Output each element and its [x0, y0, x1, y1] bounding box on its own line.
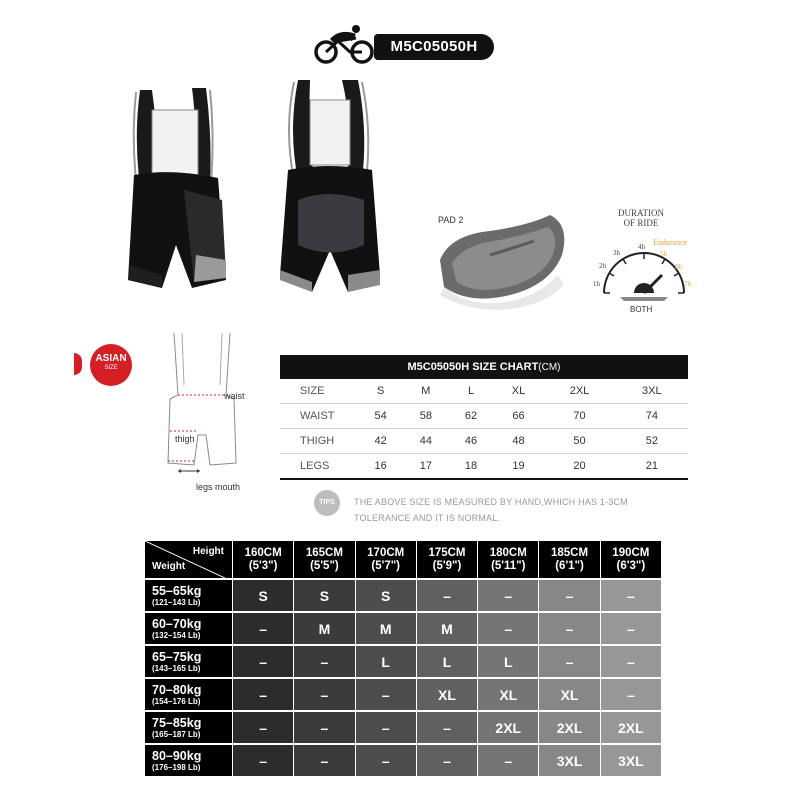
weight-lb: (165–187 Lb) — [152, 729, 201, 739]
size-cell: – — [600, 611, 661, 644]
weight-kg: 60–70kg — [152, 616, 202, 631]
height-column-header — [600, 541, 661, 578]
weight-row-header — [145, 578, 232, 611]
grid-header-row — [145, 541, 661, 578]
weight-row-header — [145, 611, 232, 644]
gauge-mark-4h: 4h — [638, 243, 645, 251]
weight-lb: (121–143 Lb) — [152, 597, 201, 607]
size-cell: – — [416, 710, 477, 743]
table-cell: 62 — [448, 404, 493, 429]
height-column-header — [416, 541, 477, 578]
gauge-both-label: BOTH — [630, 305, 653, 314]
height-cm: 185CM — [551, 546, 589, 559]
height-ft: (5'3") — [248, 559, 278, 572]
table-cell: 52 — [616, 429, 688, 454]
size-cell: M — [355, 611, 416, 644]
size-cell: – — [600, 578, 661, 611]
height-cm: 190CM — [612, 546, 650, 559]
size-cell: XL — [538, 677, 599, 710]
height-ft: (6'3") — [616, 559, 646, 572]
table-cell: 16 — [358, 454, 403, 480]
size-cell: – — [293, 644, 354, 677]
bib-shorts-front-image — [122, 70, 242, 300]
model-badge — [312, 24, 496, 66]
size-cell: 2XL — [538, 710, 599, 743]
gauge-endurance-label: Endurance — [653, 238, 688, 247]
size-cell: M — [416, 611, 477, 644]
table-cell: SIZE — [280, 379, 358, 404]
table-row — [145, 611, 661, 644]
size-cell: – — [232, 743, 293, 776]
weight-lb: (143–165 Lb) — [152, 663, 201, 673]
size-cell: – — [477, 743, 538, 776]
height-column-header — [232, 541, 293, 578]
size-cell: M — [293, 611, 354, 644]
size-cell: XL — [416, 677, 477, 710]
height-cm: 175CM — [428, 546, 466, 559]
table-cell: 3XL — [616, 379, 688, 404]
asian-badge-line1: ASIAN — [95, 353, 127, 364]
table-cell: 17 — [403, 454, 448, 480]
size-cell: – — [355, 710, 416, 743]
height-ft: (5'9") — [432, 559, 462, 572]
size-cell: – — [293, 710, 354, 743]
gauge-mark-6h: 6h — [675, 263, 682, 271]
height-cm: 160CM — [244, 546, 282, 559]
weight-row-header — [145, 644, 232, 677]
table-cell: 21 — [616, 454, 688, 480]
size-cell: XL — [477, 677, 538, 710]
table-row — [145, 677, 661, 710]
table-cell: 74 — [616, 404, 688, 429]
size-cell: L — [416, 644, 477, 677]
tips-line2: TOLERANCE AND IT IS NORMAL. — [354, 513, 501, 523]
table-row — [145, 578, 661, 611]
size-cell: – — [477, 578, 538, 611]
gauge-mark-3h: 3h — [613, 249, 620, 257]
ride-duration-gauge — [580, 205, 710, 320]
height-ft: (5'5") — [310, 559, 339, 572]
table-row — [145, 710, 661, 743]
size-cell: – — [477, 611, 538, 644]
size-cell: – — [232, 677, 293, 710]
size-chart-unit: (CM) — [538, 362, 561, 373]
height-axis-label: Height — [192, 546, 224, 557]
tips-line1: THE ABOVE SIZE IS MEASURED BY HAND,WHICH HAS 1-3CM — [354, 497, 628, 507]
chamois-pad-image — [430, 205, 580, 310]
gauge-mark-5h: 5h — [660, 250, 667, 258]
size-chart-title — [280, 355, 688, 379]
table-cell: 42 — [358, 429, 403, 454]
table-cell: THIGH — [280, 429, 358, 454]
height-column-header — [355, 541, 416, 578]
weight-kg: 55–65kg — [152, 583, 202, 598]
table-row — [145, 743, 661, 776]
weight-axis-label: Weight — [152, 561, 186, 572]
table-cell: 66 — [494, 404, 544, 429]
size-cell: – — [538, 644, 599, 677]
size-cell: L — [355, 644, 416, 677]
size-cell: – — [232, 710, 293, 743]
gauge-mark-7h: 7h — [684, 280, 691, 288]
table-row — [280, 404, 688, 429]
table-cell: 50 — [543, 429, 615, 454]
table-row — [280, 454, 688, 480]
table-cell: 58 — [403, 404, 448, 429]
table-cell: 46 — [448, 429, 493, 454]
size-cell: – — [232, 611, 293, 644]
size-cell: – — [600, 677, 661, 710]
table-cell: 54 — [358, 404, 403, 429]
weight-row-header — [145, 677, 232, 710]
height-ft: (6'1") — [555, 559, 584, 572]
size-cell: L — [477, 644, 538, 677]
table-cell: 44 — [403, 429, 448, 454]
thigh-label: thigh — [175, 434, 195, 444]
asian-size-badge — [90, 344, 132, 386]
weight-kg: 75–85kg — [152, 715, 202, 730]
weight-lb: (176–198 Lb) — [152, 762, 201, 772]
tips-text — [354, 494, 694, 526]
size-cell: – — [355, 743, 416, 776]
model-number: M5C05050H — [374, 34, 494, 60]
size-cell: S — [232, 578, 293, 611]
height-weight-grid — [145, 541, 661, 776]
size-cell: – — [293, 677, 354, 710]
size-cell: 2XL — [600, 710, 661, 743]
legs-mouth-label: legs mouth — [196, 482, 241, 492]
table-cell: 70 — [543, 404, 615, 429]
table-row — [145, 644, 661, 677]
table-cell: LEGS — [280, 454, 358, 480]
table-cell: 48 — [494, 429, 544, 454]
size-chart-table — [280, 379, 688, 480]
grid-corner — [145, 541, 232, 578]
size-chart-title-text: M5C05050H SIZE CHART — [407, 361, 539, 373]
weight-kg: 70–80kg — [152, 682, 202, 697]
height-cm: 170CM — [367, 546, 405, 559]
weight-kg: 65–75kg — [152, 649, 202, 664]
height-column-header — [538, 541, 599, 578]
weight-row-header — [145, 743, 232, 776]
waist-label: waist — [224, 391, 245, 401]
size-cell: – — [538, 578, 599, 611]
table-cell: WAIST — [280, 404, 358, 429]
size-cell: – — [600, 644, 661, 677]
tips-icon: TIPS — [314, 490, 340, 516]
size-cell: 3XL — [538, 743, 599, 776]
size-cell: S — [293, 578, 354, 611]
table-cell: L — [448, 379, 493, 404]
gauge-title-line1: DURATION — [618, 208, 664, 218]
size-cell: – — [293, 743, 354, 776]
table-row — [280, 379, 688, 404]
pad-label: PAD 2 — [438, 215, 464, 225]
weight-row-header — [145, 710, 232, 743]
table-cell: 20 — [543, 454, 615, 480]
table-row — [280, 429, 688, 454]
height-column-header — [477, 541, 538, 578]
weight-lb: (132–154 Lb) — [152, 630, 201, 640]
table-cell: M — [403, 379, 448, 404]
table-cell: 19 — [494, 454, 544, 480]
size-cell: – — [355, 677, 416, 710]
size-chart — [280, 355, 688, 480]
size-cell: 2XL — [477, 710, 538, 743]
gauge-mark-1h: 1h — [593, 280, 600, 288]
height-cm: 165CM — [305, 546, 343, 559]
asian-badge-edge — [74, 353, 82, 375]
size-cell: 3XL — [600, 743, 661, 776]
table-cell: 2XL — [543, 379, 615, 404]
weight-lb: (154–176 Lb) — [152, 696, 201, 706]
size-cell: S — [355, 578, 416, 611]
table-cell: 18 — [448, 454, 493, 480]
table-cell: S — [358, 379, 403, 404]
size-cell: – — [416, 743, 477, 776]
bib-shorts-back-image — [268, 70, 388, 300]
height-ft: (5'11") — [491, 559, 526, 572]
height-column-header — [293, 541, 354, 578]
size-cell: – — [416, 578, 477, 611]
gauge-title-line2: OF RIDE — [623, 218, 659, 228]
weight-kg: 80–90kg — [152, 748, 202, 763]
size-cell: – — [232, 644, 293, 677]
asian-badge-line2: SIZE — [104, 365, 118, 371]
table-cell: XL — [494, 379, 544, 404]
bicycle-rider-icon — [312, 24, 378, 66]
height-ft: (5'7") — [371, 559, 401, 572]
height-cm: 180CM — [489, 546, 527, 559]
gauge-mark-2h: 2h — [599, 262, 606, 270]
size-cell: – — [538, 611, 599, 644]
